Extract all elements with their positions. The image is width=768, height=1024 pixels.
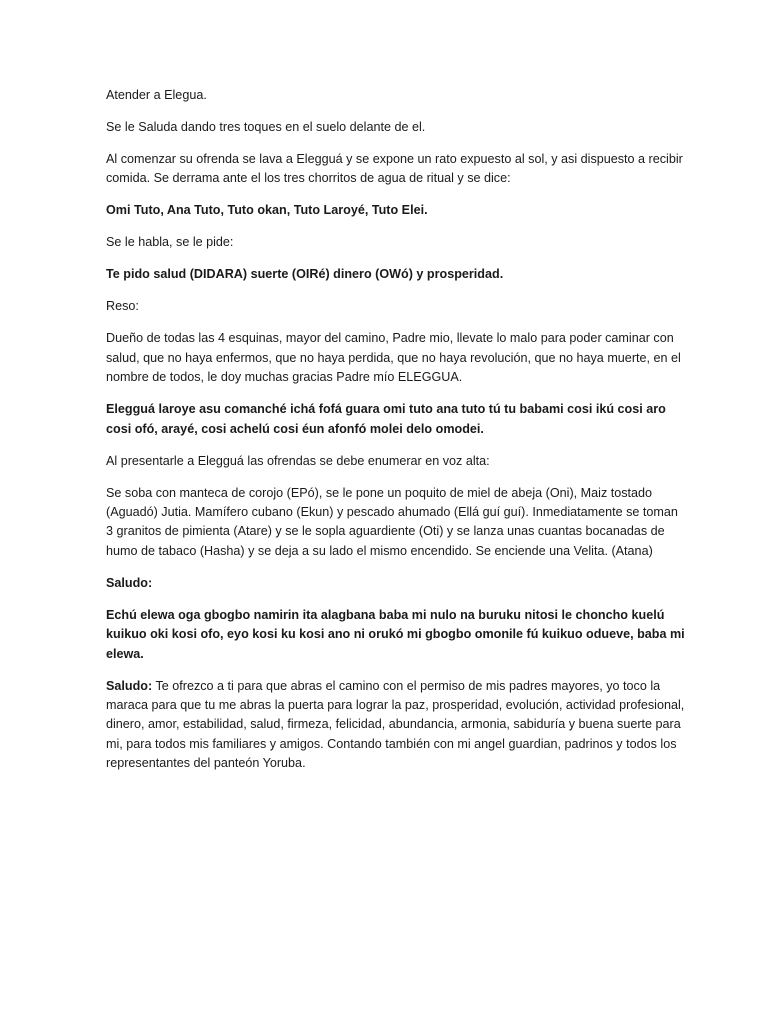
prayer-heading: Reso:: [106, 299, 139, 314]
yoruba-prayer: Elegguá laroye asu comanché ichá fofá guara omi tuto ana tuto tú tu babami cosi ikú cosi aro cosi ofó, arayé, cosi achelú cosi éun afonfó molei delo omodei.: [106, 402, 666, 436]
offerings-list: Se soba con manteca de corojo (EPó), se le pone un poquito de miel de abeja (Oni), Maiz tostado (Aguadó) Jutia. Mamífero cubano (Ekun) y pescado ahumado (Ellá guí guí). Inmediatamente se toman 3 granitos de pimienta (Atare) y se le sopla aguardiente (Oti) y se lanza unas cuantas bocanadas de humo de tabaco (Hasha) y se deja a su lado el mismo encendido. Se enciende una Velita. (Atana): [106, 485, 678, 558]
offering-instruction: Al comenzar su ofrenda se lava a Elegguá y se expone un rato expuesto al sol, y asi dispuesto a recibir comida. Se derrama ante el los tres chorritos de agua de ritual y se dice:: [106, 152, 683, 186]
saludo-label: Saludo:: [106, 678, 153, 693]
saludo-heading: Saludo:: [106, 575, 153, 590]
speak-instruction: Se le habla, se le pide:: [106, 235, 234, 250]
saludo-text: Te ofrezco a ti para que abras el camino con el permiso de mis padres mayores, yo toco la maraca para que tu me abras la puerta para lograr la paz, prosperidad, evolución, actividad profesional, dinero, amor, estabilidad, salud, firmeza, felicidad, abundancia, armonia, sabiduría y buena suerte para mi, para todos mis familiares y amigos. Contando también con mi angel guardian, padrinos y todos los representantes del panteón Yoruba.: [106, 678, 685, 771]
water-chant: Omi Tuto, Ana Tuto, Tuto okan, Tuto Laroyé, Tuto Elei.: [106, 203, 428, 218]
request-phrase: Te pido salud (DIDARA) suerte (OIRé) dinero (OWó) y prosperidad.: [106, 267, 504, 282]
greeting-instruction: Se le Saluda dando tres toques en el suelo delante de el.: [106, 120, 426, 134]
saludo-paragraph: [106, 677, 688, 774]
offerings-instruction: Al presentarle a Elegguá las ofrendas se debe enumerar en voz alta:: [106, 453, 490, 468]
title-line: Atender a Elegua.: [106, 88, 207, 102]
saludo-yoruba: Echú elewa oga gbogbo namirin ita alagbana baba mi nulo na buruku nitosi le choncho kuelú kuikuo oki kosi ofo, eyo kosi ku kosi ano ni orukó mi gbogbo omonile fú kuikuo odueve, baba mi elewa.: [106, 607, 685, 661]
prayer-text: Dueño de todas las 4 esquinas, mayor del camino, Padre mio, llevate lo malo para poder caminar con salud, que no haya enfermos, que no haya perdida, que no haya revolución, que no haya muerte, en el nombre de todos, le doy muchas gracias Padre mío ELEGGUA.: [106, 331, 681, 385]
